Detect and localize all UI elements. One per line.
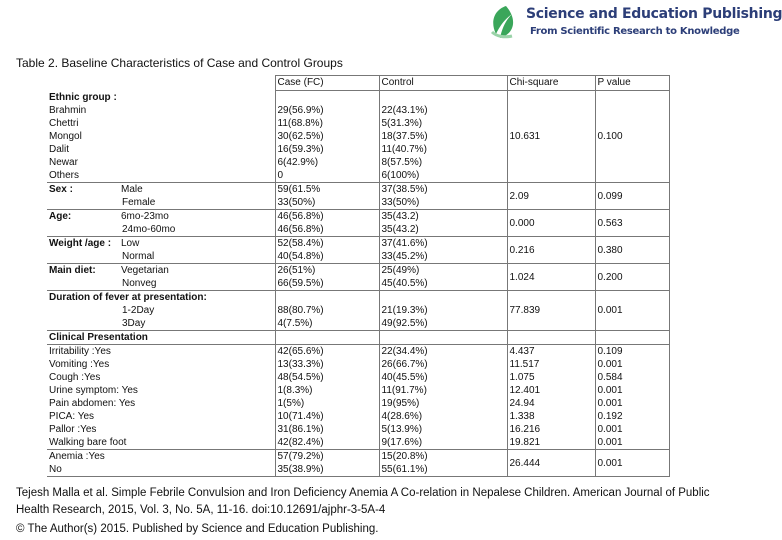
row-label-text: Pallor :Yes	[49, 424, 97, 435]
case-value	[278, 291, 377, 304]
case-cell	[275, 210, 379, 237]
control-value: 11(91.7%)	[381, 385, 427, 396]
chi-square-cell	[507, 264, 595, 291]
control-value: 49(92.5%)	[381, 318, 428, 329]
chi-square-cell	[507, 183, 595, 210]
citation: Tejesh Malla et al. Simple Febrile Convulsion and Iron Deficiency Anemia A Co-relation in Nepalese Children. American Journal of Public Health Research, 2015, Vol. 3, No. 5A, 11-16. doi:10.12691/ajphr-3-5A-4	[16, 487, 710, 516]
p-value-cell	[595, 450, 669, 477]
control-cell	[379, 183, 507, 210]
case-value: 33(50%)	[277, 197, 316, 208]
p-value-cell	[595, 210, 669, 237]
row-label-line	[49, 397, 273, 410]
case-value: 6(42.9%)	[277, 157, 319, 168]
row-label-line	[49, 156, 273, 169]
case-value: 42(82.4%)	[277, 437, 324, 448]
row-label-subcategory: Vegetarian	[121, 265, 169, 276]
p-value-value	[598, 331, 667, 344]
chi-square-value: 2.09	[509, 190, 529, 202]
case-value: 4(7.5%)	[277, 318, 313, 329]
chi-square-value: 10.631	[509, 131, 541, 142]
chi-square-value: 12.401	[509, 385, 541, 396]
row-label-cell	[47, 91, 275, 183]
row-label-line	[49, 291, 273, 304]
p-value-cell	[595, 91, 669, 183]
control-value: 25(49%)	[381, 265, 420, 276]
p-value-value: 0.200	[597, 271, 623, 283]
case-value: 11(68.8%)	[277, 118, 323, 129]
chi-square-value: 11.517	[509, 359, 540, 370]
control-cell	[379, 237, 507, 264]
row-label-line	[49, 169, 273, 182]
row-label-line	[49, 410, 273, 423]
leaf-logo-icon	[486, 2, 524, 42]
case-value: 46(56.8%)	[277, 224, 324, 235]
control-value: 55(61.1%)	[381, 464, 428, 475]
chi-square-cell	[507, 450, 595, 477]
control-value: 6(100%)	[381, 170, 420, 181]
control-cell	[379, 345, 507, 450]
p-value-cell	[595, 264, 669, 291]
row-label-text: Ethnic group :	[49, 91, 117, 103]
case-value: 42(65.6%)	[277, 346, 324, 357]
row-label-subcategory: 1-2Day	[122, 305, 155, 316]
control-value: 37(41.6%)	[381, 238, 428, 249]
row-label-cell	[47, 331, 275, 345]
case-value: 46(56.8%)	[277, 211, 324, 222]
chi-square-cell	[507, 91, 595, 183]
case-cell	[275, 291, 379, 331]
control-cell	[379, 91, 507, 183]
row-label-text: PICA: Yes	[49, 411, 95, 422]
row-label-text: Duration of fever at presentation:	[49, 292, 207, 303]
p-value-value: 0.584	[597, 372, 623, 383]
case-value: 31(86.1%)	[277, 424, 324, 435]
row-label-cell	[47, 183, 275, 210]
table-row	[47, 91, 669, 183]
control-value: 40(45.5%)	[381, 372, 428, 383]
case-value: 13(33.3%)	[277, 359, 324, 370]
p-value-value: 0.109	[597, 346, 623, 357]
control-value: 21(19.3%)	[381, 305, 428, 316]
control-value: 22(43.1%)	[381, 105, 428, 116]
row-label-cell	[47, 210, 275, 237]
row-label-cell	[47, 264, 275, 291]
table-title: Table 2. Baseline Characteristics of Case and Control Groups	[16, 56, 343, 70]
control-cell	[379, 450, 507, 477]
row-label-category: Sex :	[49, 184, 73, 195]
case-value: 66(59.5%)	[277, 278, 324, 289]
case-value: 30(62.5%)	[277, 131, 324, 142]
chi-square-value: 1.024	[509, 271, 535, 283]
case-value: 10(71.4%)	[277, 411, 324, 422]
row-label-line	[49, 436, 273, 449]
table-row	[47, 450, 669, 477]
chi-square-cell	[507, 291, 595, 331]
case-cell	[275, 264, 379, 291]
case-value: 29(56.9%)	[277, 105, 324, 116]
chi-square-value: 16.216	[509, 424, 541, 435]
row-label-category: Age:	[49, 211, 72, 222]
row-label-text: Mongol	[49, 130, 82, 142]
row-label-text: Pain abdomen: Yes	[49, 398, 136, 409]
row-label-cell	[47, 237, 275, 264]
p-value-cell	[595, 291, 669, 331]
row-label-line	[49, 104, 273, 117]
control-value	[382, 291, 505, 304]
row-label-cell	[47, 450, 275, 477]
publisher-name: Science and Education Publishing	[526, 6, 782, 22]
p-value-value: 0.001	[597, 359, 623, 370]
chi-square-value: 77.839	[509, 305, 541, 316]
row-label-text: Chettri	[49, 117, 79, 129]
control-value	[382, 331, 505, 344]
p-value-cell	[595, 345, 669, 450]
table-row	[47, 183, 669, 210]
table-row	[47, 331, 669, 345]
p-value-value: 0.099	[597, 190, 623, 202]
case-value: 16(59.3%)	[277, 144, 324, 155]
case-value: 0	[277, 170, 284, 181]
table-body	[47, 91, 669, 477]
row-label-line	[49, 463, 273, 476]
copyright: © The Author(s) 2015. Published by Science and Education Publishing.	[16, 523, 379, 535]
case-value	[278, 331, 377, 344]
row-label-line	[49, 277, 273, 290]
control-value	[382, 91, 505, 104]
p-value-value: 0.001	[597, 437, 623, 448]
table-row	[47, 264, 669, 291]
row-label-subcategory: 6mo-23mo	[121, 211, 169, 222]
case-value: 88(80.7%)	[277, 305, 324, 316]
row-label-category: Weight /age :	[49, 238, 112, 249]
p-value-cell	[595, 331, 669, 345]
p-value-cell	[595, 237, 669, 264]
row-label-text: Others	[49, 169, 80, 181]
p-value-value: 0.563	[597, 217, 623, 229]
case-value: 35(38.9%)	[277, 464, 324, 475]
row-label-line	[49, 264, 273, 277]
chi-square-value: 1.338	[509, 411, 535, 422]
row-label-subcategory: 24mo-60mo	[122, 224, 176, 235]
row-label-subcategory: Male	[121, 184, 143, 195]
row-label-line	[49, 423, 273, 436]
row-label-line	[49, 130, 273, 143]
case-cell	[275, 237, 379, 264]
control-value: 45(40.5%)	[381, 278, 428, 289]
case-value: 52(58.4%)	[277, 238, 324, 249]
control-value: 11(40.7%)	[381, 144, 427, 155]
case-value: 40(54.8%)	[277, 251, 324, 262]
chi-square-value	[510, 331, 593, 344]
row-label-line	[49, 91, 273, 104]
chi-square-cell	[507, 345, 595, 450]
control-value: 19(95%)	[381, 398, 420, 409]
table-row	[47, 210, 669, 237]
p-value-value: 0.001	[597, 305, 623, 316]
row-label-subcategory: Female	[122, 197, 156, 208]
chi-square-value: 4.437	[509, 346, 535, 357]
p-value-value: 0.192	[597, 411, 623, 422]
row-label-line	[49, 331, 273, 344]
control-value: 5(13.9%)	[381, 424, 423, 435]
row-label-line	[49, 237, 273, 250]
row-label-text: No	[49, 464, 62, 475]
row-label-line	[49, 317, 273, 330]
control-value: 35(43.2)	[381, 224, 419, 235]
case-value: 1(5%)	[277, 398, 305, 409]
table-row	[47, 237, 669, 264]
control-cell	[379, 264, 507, 291]
control-cell	[379, 210, 507, 237]
case-value	[278, 91, 377, 104]
p-value-value: 0.001	[597, 457, 623, 469]
row-label-cell	[47, 291, 275, 331]
row-label-line	[49, 450, 273, 463]
row-label-line	[49, 250, 273, 263]
row-label-line	[49, 304, 273, 317]
chi-square-value: 19.821	[509, 437, 541, 448]
control-value: 5(31.3%)	[381, 118, 423, 129]
row-label-text: Newar	[49, 156, 78, 168]
p-value-value: 0.001	[597, 385, 623, 396]
control-value: 8(57.5%)	[381, 157, 423, 168]
chi-square-value: 24.94	[509, 398, 535, 409]
control-value: 15(20.8%)	[381, 451, 428, 462]
control-value: 26(66.7%)	[381, 359, 428, 370]
row-label-text: Urine symptom: Yes	[49, 385, 138, 396]
case-value: 48(54.5%)	[277, 372, 324, 383]
row-label-category: Main diet:	[49, 265, 96, 276]
case-cell	[275, 345, 379, 450]
case-cell	[275, 183, 379, 210]
row-label-text: Brahmin	[49, 104, 87, 116]
row-label-subcategory: 3Day	[122, 318, 146, 329]
header-blank	[47, 76, 275, 91]
table-header-row	[47, 76, 669, 91]
case-value: 59(61.5%	[277, 184, 321, 195]
header-chi-square: Chi-square	[507, 76, 595, 91]
control-value: 22(34.4%)	[381, 346, 428, 357]
header-control: Control	[379, 76, 507, 91]
row-label-text: Irritability :Yes	[49, 346, 111, 357]
baseline-characteristics-table	[47, 75, 670, 477]
row-label-subcategory: Low	[121, 238, 140, 249]
case-cell	[275, 91, 379, 183]
case-value: 57(79.2%)	[277, 451, 324, 462]
row-label-text: Walking bare foot	[49, 437, 127, 448]
p-value-cell	[595, 183, 669, 210]
table-row	[47, 291, 669, 331]
row-label-subcategory: Normal	[122, 251, 155, 262]
header-p-value: P value	[595, 76, 669, 91]
control-cell	[379, 331, 507, 345]
row-label-text: Dalit	[49, 143, 70, 155]
row-label-line	[49, 345, 273, 358]
row-label-text: Cough :Yes	[49, 372, 101, 383]
row-label-line	[49, 384, 273, 397]
chi-square-cell	[507, 237, 595, 264]
publisher-tagline: From Scientific Research to Knowledge	[530, 26, 740, 37]
p-value-value: 0.001	[597, 398, 623, 409]
row-label-line	[49, 196, 273, 209]
p-value-value: 0.001	[597, 424, 623, 435]
control-value: 33(50%)	[381, 197, 420, 208]
case-value: 1(8.3%)	[277, 385, 313, 396]
chi-square-value: 0.216	[509, 244, 535, 256]
chi-square-value: 0.000	[509, 217, 535, 229]
row-label-line	[49, 371, 273, 384]
chi-square-cell	[507, 331, 595, 345]
row-label-line	[49, 210, 273, 223]
row-label-line	[49, 117, 273, 130]
row-label-line	[49, 358, 273, 371]
row-label-text: Clinical Presentation	[49, 332, 148, 343]
chi-square-value: 26.444	[509, 457, 541, 469]
row-label-line	[49, 183, 273, 196]
p-value-value: 0.380	[597, 244, 623, 256]
row-label-cell	[47, 345, 275, 450]
row-label-line	[49, 143, 273, 156]
publisher-logo	[486, 2, 782, 46]
baseline-table-wrapper	[47, 75, 669, 477]
case-cell	[275, 450, 379, 477]
control-cell	[379, 291, 507, 331]
control-value: 35(43.2)	[381, 211, 419, 222]
case-value: 26(51%)	[277, 265, 316, 276]
row-label-line	[49, 223, 273, 236]
row-label-text: Anemia :Yes	[49, 451, 105, 462]
control-value: 18(37.5%)	[381, 131, 428, 142]
header-case: Case (FC)	[275, 76, 379, 91]
chi-square-cell	[507, 210, 595, 237]
row-label-text: Vomiting :Yes	[49, 359, 110, 370]
chi-square-value: 1.075	[509, 372, 535, 383]
control-value: 9(17.6%)	[381, 437, 423, 448]
case-cell	[275, 331, 379, 345]
control-value: 37(38.5%)	[381, 184, 428, 195]
row-label-subcategory: Nonveg	[122, 278, 157, 289]
control-value: 4(28.6%)	[381, 411, 423, 422]
p-value-value: 0.100	[597, 131, 623, 142]
table-row	[47, 345, 669, 450]
control-value: 33(45.2%)	[381, 251, 428, 262]
